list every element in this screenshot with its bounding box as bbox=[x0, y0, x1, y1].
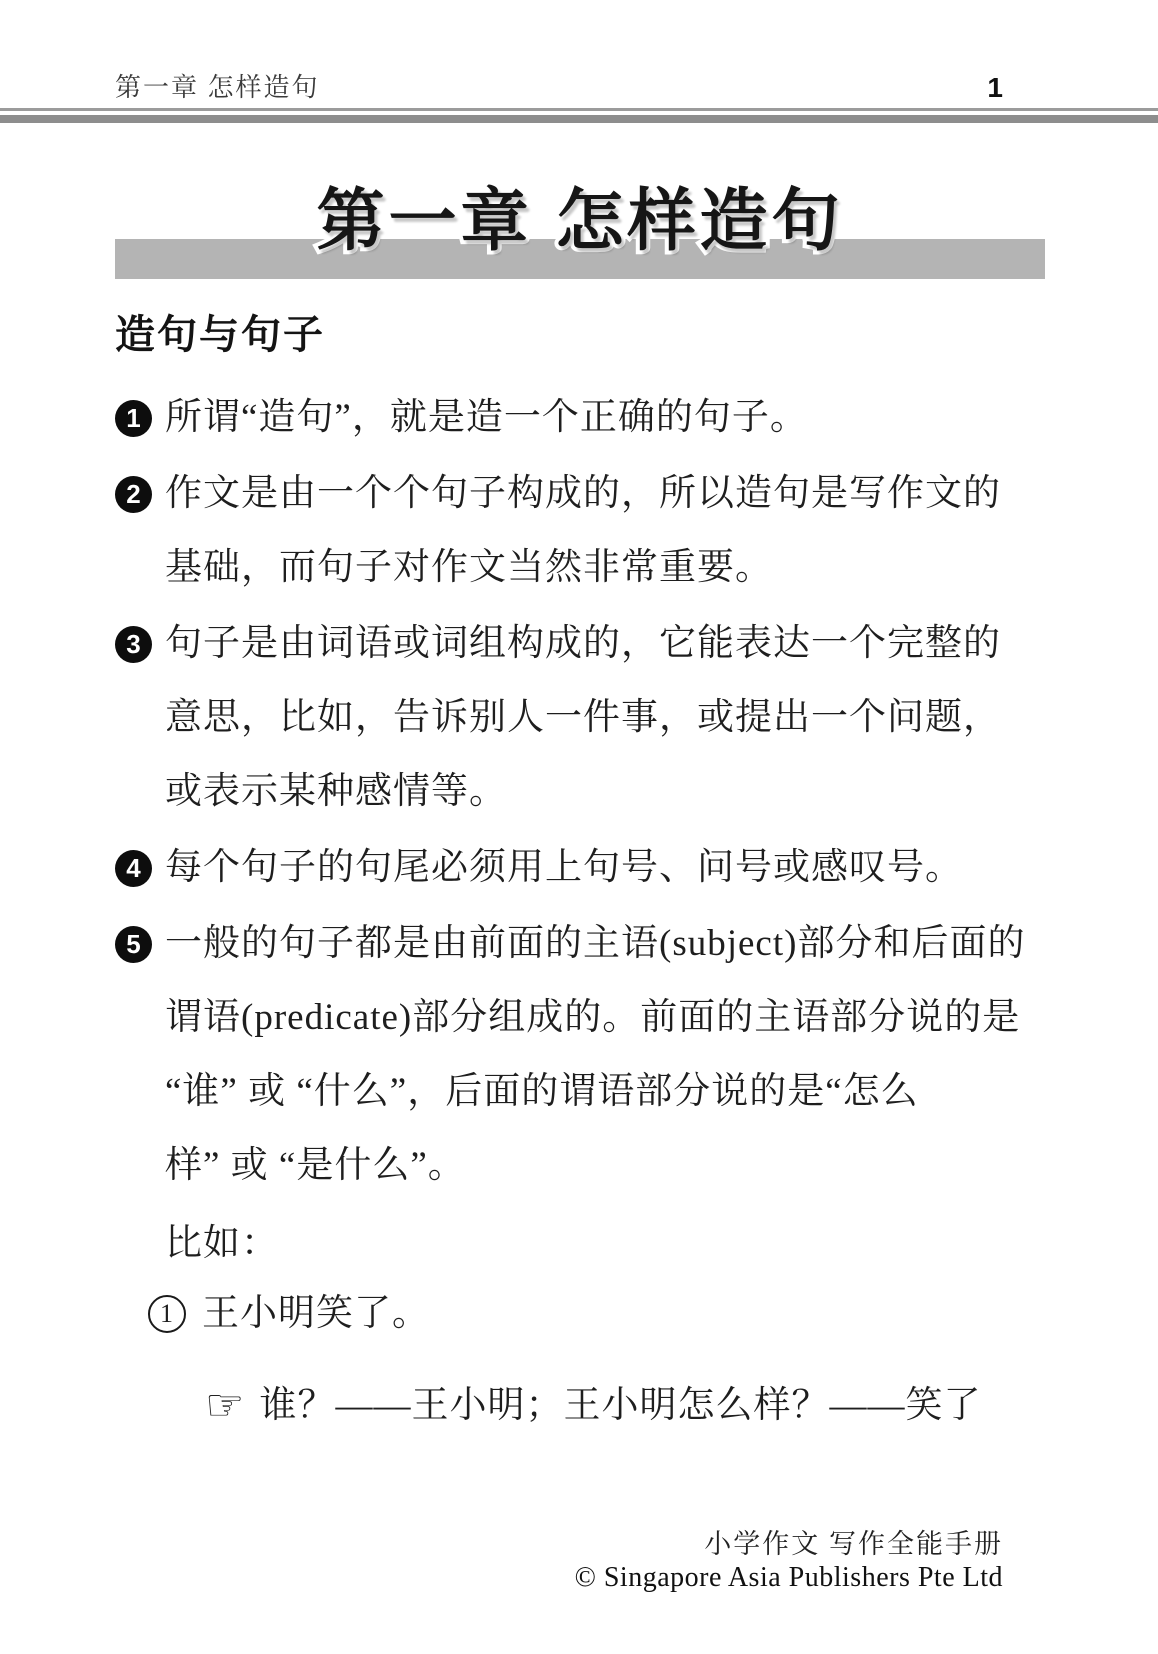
header-rule-thin bbox=[0, 108, 1158, 111]
example-sentence: 王小明笑了。 bbox=[202, 1293, 430, 1334]
running-header-chapter: 第一章 怎样造句 bbox=[115, 73, 320, 102]
item-text bbox=[165, 907, 1025, 1203]
list-item bbox=[115, 457, 1003, 605]
pointing-hand-icon: ☞ bbox=[205, 1381, 246, 1430]
text-line: 意思，比如，告诉别人一件事，或提出一个问题， bbox=[165, 697, 1001, 738]
item-text bbox=[165, 457, 1003, 605]
example-sentence-row bbox=[148, 1279, 1158, 1349]
item-text bbox=[165, 831, 1003, 905]
item-number-badge: 4 bbox=[115, 850, 152, 887]
list-item bbox=[115, 381, 1003, 455]
item-text bbox=[165, 607, 1003, 829]
list-item bbox=[115, 907, 1026, 1203]
text-line: “谁” 或 “什么”，后面的谓语部分说的是“怎么 bbox=[165, 1071, 919, 1112]
text-line: 样” 或 “是什么”。 bbox=[165, 1145, 466, 1186]
page-number: 1 bbox=[987, 72, 1003, 103]
footer-book-title: 小学作文 写作全能手册 bbox=[704, 1529, 1003, 1559]
running-header bbox=[0, 0, 1158, 104]
numbered-list bbox=[115, 381, 1026, 1203]
text-line: 或表示某种感情等。 bbox=[165, 771, 507, 812]
footer-copyright: © Singapore Asia Publishers Pte Ltd bbox=[574, 1562, 1003, 1593]
item-text bbox=[165, 381, 1003, 455]
text-line: 所谓“造句”，就是造一个正确的句子。 bbox=[165, 397, 808, 438]
item-number-badge: 5 bbox=[115, 926, 152, 963]
chapter-title: 第一章 怎样造句 bbox=[316, 183, 844, 259]
example-number-badge: 1 bbox=[148, 1295, 186, 1333]
list-item bbox=[115, 607, 1003, 829]
text-line: 一般的句子都是由前面的主语(subject)部分和后面的 bbox=[165, 923, 1026, 964]
item-number-badge: 2 bbox=[115, 476, 152, 513]
list-item bbox=[115, 831, 1003, 905]
text-line: 作文是由一个个句子构成的，所以造句是写作文的 bbox=[165, 473, 1001, 514]
text-line: 谓语(predicate)部分组成的。前面的主语部分说的是 bbox=[165, 997, 1021, 1038]
text-line: 句子是由词语或词组构成的，它能表达一个完整的 bbox=[165, 623, 1001, 664]
example-analysis-row bbox=[205, 1371, 1158, 1441]
item-number-badge: 3 bbox=[115, 626, 152, 663]
chapter-title-block bbox=[0, 169, 1158, 279]
section-heading: 造句与句子 bbox=[115, 313, 325, 357]
page-footer bbox=[575, 1528, 1003, 1594]
header-rule-thick bbox=[0, 115, 1158, 123]
example-analysis: 谁？——王小明；王小明怎么样？——笑了 bbox=[259, 1385, 982, 1426]
text-line: 基础，而句子对作文当然非常重要。 bbox=[165, 547, 773, 588]
text-line: 每个句子的句尾必须用上句号、问号或感叹号。 bbox=[165, 847, 963, 888]
example-intro: 比如： bbox=[165, 1223, 279, 1264]
item-number-badge: 1 bbox=[115, 400, 152, 437]
